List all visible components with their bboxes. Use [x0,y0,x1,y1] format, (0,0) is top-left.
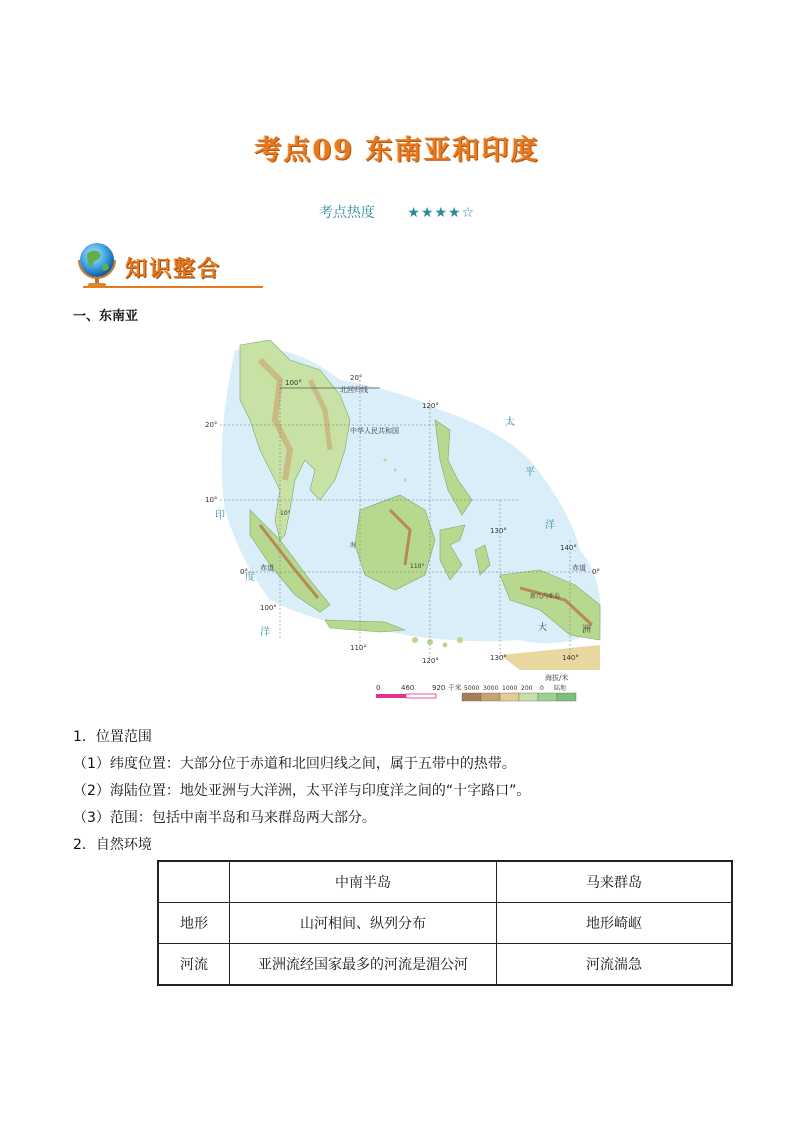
lat-20: 20° [205,421,218,429]
china-label: 中华人民共和国 [350,427,399,435]
lat-10-inner: 10° [280,510,291,517]
lon-130-mid: 130° [490,527,507,535]
tropic-label: 北回归线 [340,386,368,394]
legend-land: 陆地 [554,685,567,692]
section-title: 一、东南亚 [73,309,139,324]
indian-label-1: 印 [215,510,225,521]
pacific-label-1: 太 [505,417,515,428]
legend-1000: 1000 [502,685,518,692]
equator-label-right: 赤道 [572,564,586,572]
table-row [158,903,732,944]
table-header-cell: 马来群岛 [497,861,733,903]
heat-stars: ★★★★☆ [407,205,476,221]
scale-mid: 460 [401,684,415,692]
point-heading-1: 1．位置范围 [73,729,152,745]
point-p3: （3）范围：包括中南半岛和马来群岛两大部分。 [73,810,376,826]
lon-120-top: 120° [422,402,439,410]
scale-zero: 0 [376,684,381,692]
equator-label-left: 赤道 [260,564,274,572]
table-cell: 河流湍急 [497,944,733,986]
table-cell: 河流 [158,944,230,986]
banner-underline [83,286,263,288]
lon-120-bottom: 120° [422,657,439,665]
table-header-cell: 中南半岛 [230,861,497,903]
altitude-label: 海拔/米 [545,674,569,682]
heat-row [0,202,794,222]
scale-bar-segment [376,694,406,698]
borneo-island [355,495,435,590]
banner-label: 知识整合 [125,256,222,282]
environment-table [157,860,733,986]
table-cell: 山河相间、纵列分布 [230,903,497,944]
pacific-label-2: 平 [525,467,535,478]
legend-swatch [538,693,557,701]
heat-label: 考点热度 [318,205,375,221]
dayang-label: 大 [538,623,548,633]
scale-end: 920 千米 [432,684,462,692]
legend-200: 200 [521,685,533,692]
lon-110-bottom: 110° [350,644,367,652]
lon-100-top: 100° [285,379,302,387]
table-row [158,944,732,986]
table-cell: 地形崎岖 [497,903,733,944]
lat-10: 10° [205,496,218,504]
lon-140-mid: 140° [560,544,577,552]
new-guinea-label: 新几内亚岛 [530,593,561,600]
legend-swatch [519,693,538,701]
globe-icon [73,238,125,290]
legend-3000: 3000 [483,685,499,692]
pacific-label-3: 洋 [545,520,555,531]
legend-5000: 5000 [464,685,480,692]
legend-swatch [481,693,500,701]
lon-130-bottom: 130° [490,654,507,662]
lon-110-mid: 110° [410,563,425,570]
table-header-cell [158,861,230,903]
point-p2: （2）海陆位置：地处亚洲与大洋洲，太平洋与印度洋之间的“十字路口”。 [73,783,531,799]
page-title: 考点09 东南亚和印度 [254,135,540,166]
knowledge-banner [73,238,263,290]
indian-label-3: 洋 [260,627,270,638]
table-cell: 地形 [158,903,230,944]
legend-0: 0 [540,685,544,692]
lon-100-bottom: 100° [260,604,277,612]
zhou-label: 洲 [582,625,592,635]
legend-swatch [462,693,481,701]
lon-140-bottom: 140° [562,654,579,662]
indian-label-2: 度 [245,572,255,583]
legend-swatch [500,693,519,701]
lat-10-top: 20° [350,374,363,382]
other-map-label: 海 [350,542,357,549]
scale-bar-segment [406,694,436,698]
lat-0-left: 0° [240,568,248,576]
southeast-asia-map [200,340,605,705]
lat-0-right: 0° [592,568,600,576]
table-cell: 亚洲流经国家最多的河流是湄公河 [230,944,497,986]
point-heading-2: 2．自然环境 [73,837,152,853]
table-header-row [158,861,732,903]
legend-swatch [557,693,576,701]
point-p1: （1）纬度位置：大部分位于赤道和北回归线之间，属于五带中的热带。 [73,756,516,772]
